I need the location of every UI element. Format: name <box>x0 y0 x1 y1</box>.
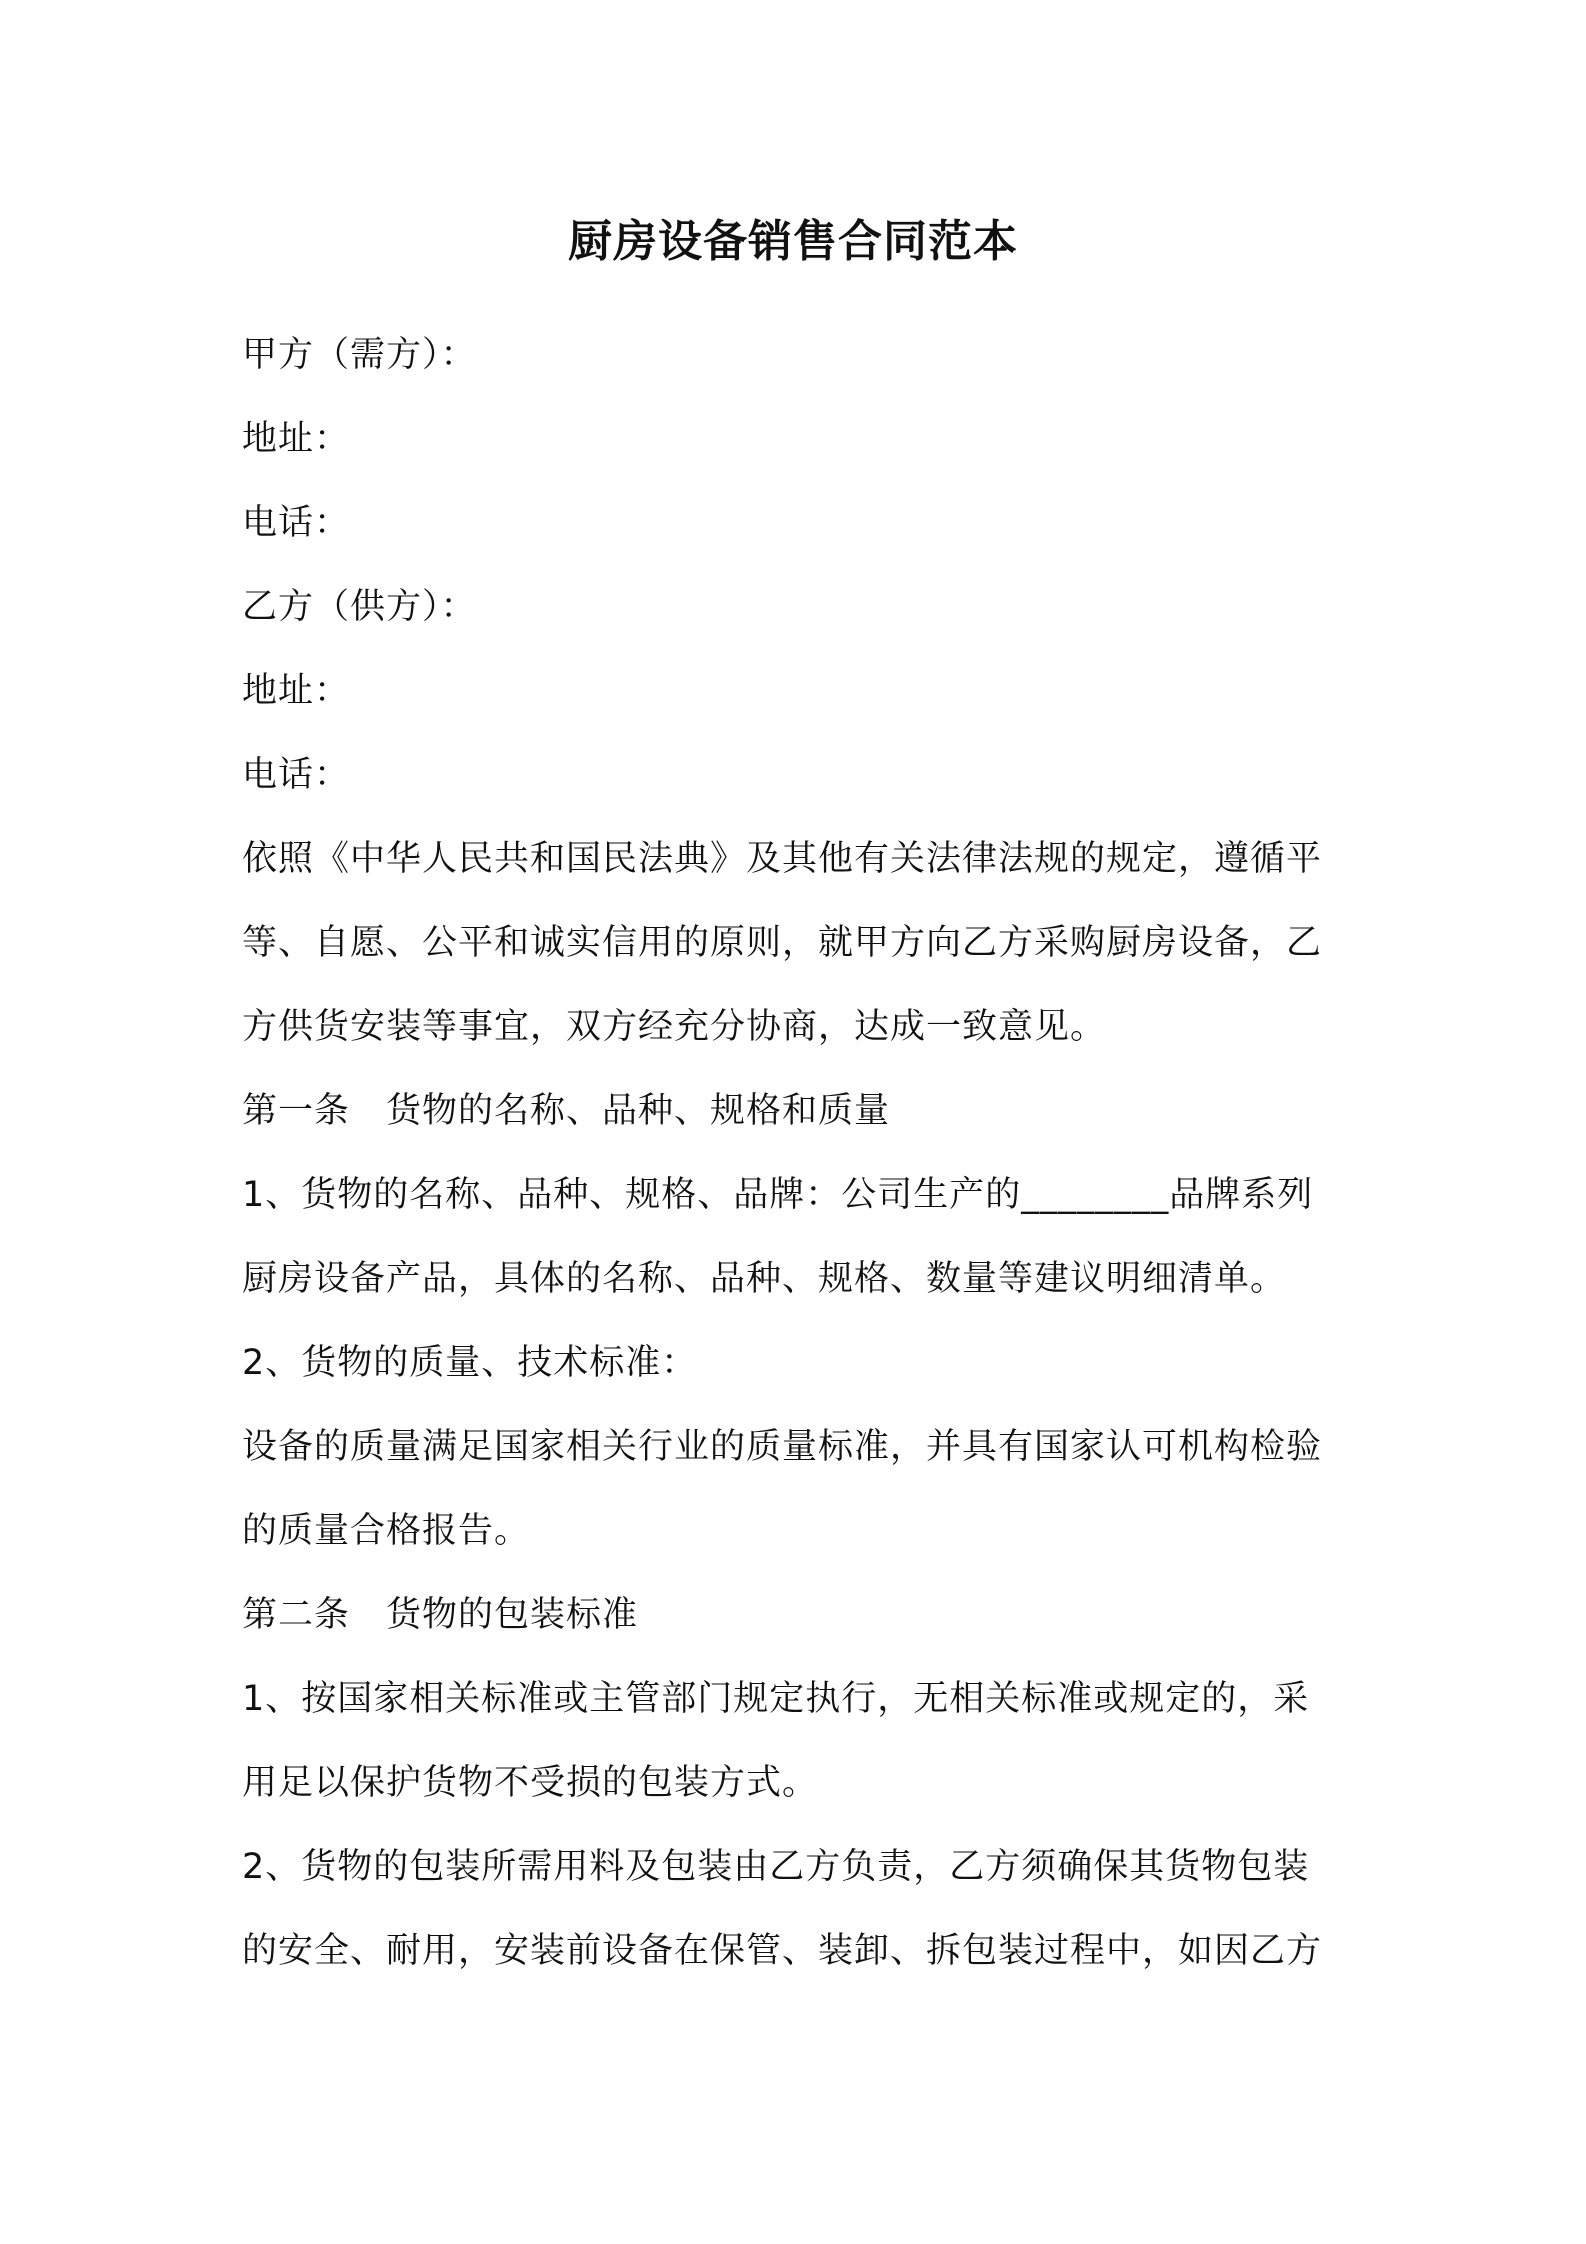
article-2-number: 第二条 <box>242 1595 351 1635</box>
party-b-label: 乙方（供方）： <box>242 587 477 627</box>
party-a-label: 甲方（需方）： <box>242 335 477 375</box>
article-1-clause-2-line-2: 的质量合格报告。 <box>242 1511 531 1551</box>
article-2-title: 货物的包装标准 <box>386 1595 639 1635</box>
article-2-clause-1-line-2: 用足以保护货物不受损的包装方式。 <box>242 1763 819 1803</box>
preamble-line-3: 方供货安装等事宜，双方经充分协商，达成一致意见。 <box>242 1007 1107 1047</box>
party-a-phone-label: 电话： <box>242 503 351 543</box>
document-title: 厨房设备销售合同范本 <box>568 216 1018 267</box>
article-2-clause-2-line-2: 的安全、耐用，安装前设备在保管、装卸、拆包装过程中，如因乙方 <box>242 1931 1323 1971</box>
article-1-clause-1-line-2: 厨房设备产品，具体的名称、品种、规格、数量等建议明细清单。 <box>242 1259 1287 1299</box>
article-1-heading <box>242 1086 1362 1136</box>
article-1-clause-1-line-1: 1、货物的名称、品种、规格、品牌：公司生产的________品牌系列 <box>242 1175 1314 1215</box>
article-2-clause-2-line-1: 2、货物的包装所需用料及包装由乙方负责，乙方须确保其货物包装 <box>242 1847 1310 1887</box>
party-a-address-label: 地址： <box>242 419 351 459</box>
preamble-line-1: 依照《中华人民共和国民法典》及其他有关法律法规的规定，遵循平 <box>242 839 1323 879</box>
article-1-clause-2-heading: 2、货物的质量、技术标准： <box>242 1343 698 1383</box>
article-1-title: 货物的名称、品种、规格和质量 <box>386 1091 891 1131</box>
article-2-clause-1-line-1: 1、按国家相关标准或主管部门规定执行，无相关标准或规定的，采 <box>242 1679 1310 1719</box>
preamble-line-2: 等、自愿、公平和诚实信用的原则，就甲方向乙方采购厨房设备，乙 <box>242 923 1323 963</box>
party-b-phone-label: 电话： <box>242 755 351 795</box>
article-1-clause-2-line-1: 设备的质量满足国家相关行业的质量标准，并具有国家认可机构检验 <box>242 1427 1323 1467</box>
article-2-heading <box>242 1590 1362 1640</box>
article-1-number: 第一条 <box>242 1091 351 1131</box>
party-b-address-label: 地址： <box>242 671 351 711</box>
